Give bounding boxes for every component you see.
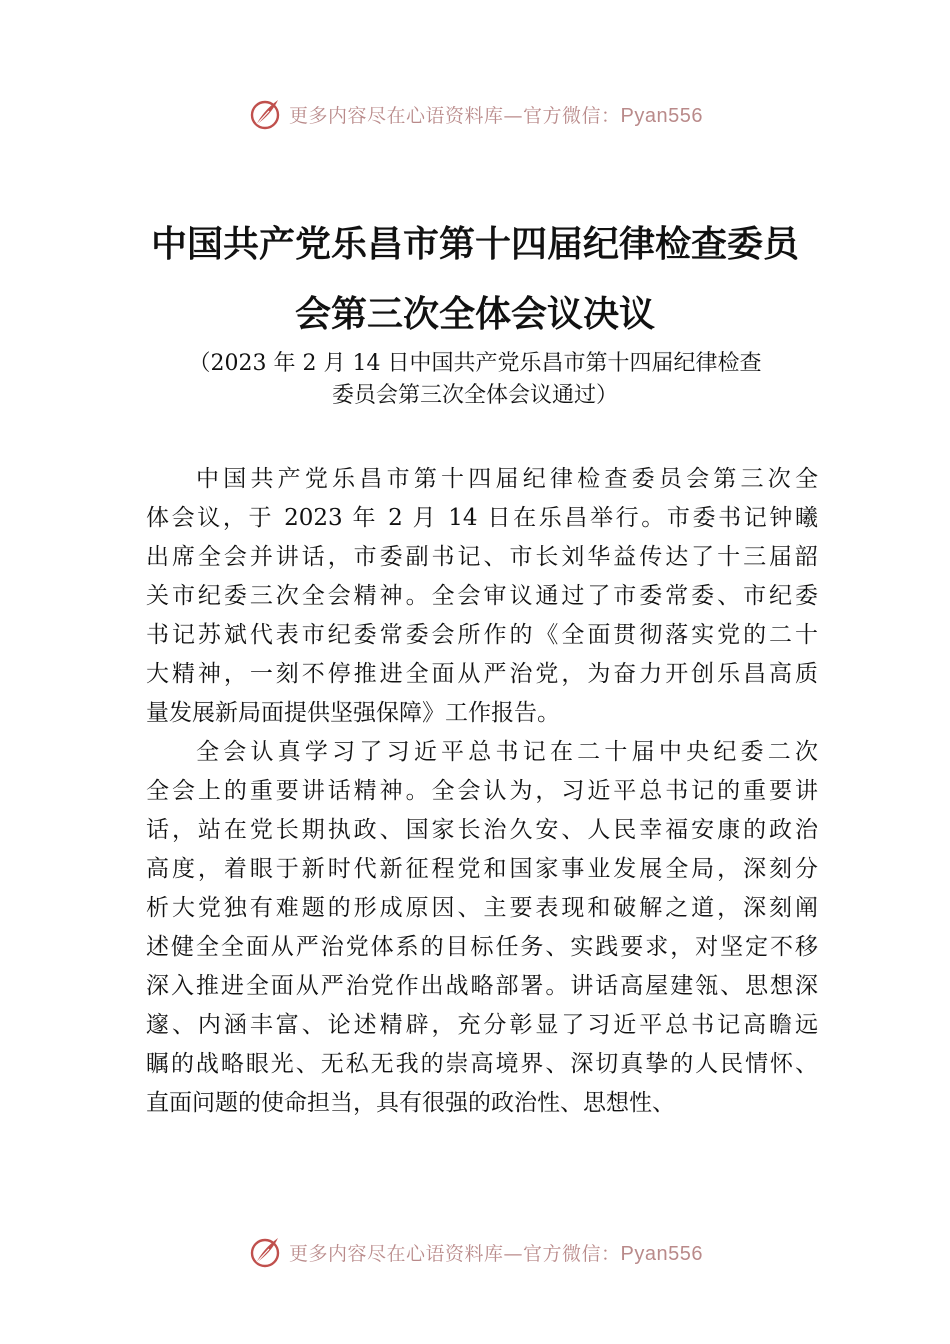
body-line: 析大党独有难题的形成原因、主要表现和破解之道，深刻阐	[146, 895, 818, 921]
document-title-line-2: 会第三次全体会议决议	[294, 293, 655, 335]
body-line: 全会上的重要讲话精神。全会认为，习近平总书记的重要讲	[146, 778, 818, 804]
body-line: 瞩的战略眼光、无私无我的崇高境界、深切真挚的人民情怀、	[146, 1051, 818, 1077]
watermark-text	[289, 1239, 703, 1266]
body-line: 全会认真学习了习近平总书记在二十届中央纪委二次	[196, 739, 818, 765]
body-line: 话，站在党长期执政、国家长治久安、人民幸福安康的政治	[146, 817, 818, 843]
body-line: 大精神，一刻不停推进全面从严治党，为奋力开创乐昌高质	[146, 661, 818, 687]
body-line: 邃、内涵丰富、论述精辟，充分彰显了习近平总书记高瞻远	[146, 1012, 818, 1038]
body-line: 体会议，于 2023 年 2 月 14 日在乐昌举行。市委书记钟曦	[146, 505, 818, 531]
body-line: 量发展新局面提供坚强保障》工作报告。	[146, 700, 560, 726]
watermark-label: 更多内容尽在心语资料库—官方微信：	[289, 1242, 621, 1265]
quill-pen-logo-icon	[247, 1234, 283, 1270]
document-subtitle-line-1: （2023 年 2 月 14 日中国共产党乐昌市第十四届纪律检查	[188, 351, 762, 376]
body-line: 关市纪委三次全会精神。全会审议通过了市委常委、市纪委	[146, 583, 818, 609]
wechat-id: Pyan556	[620, 1242, 703, 1265]
body-line: 述健全全面从严治党体系的目标任务、实践要求，对坚定不移	[146, 934, 818, 960]
quill-pen-logo-icon	[247, 96, 283, 132]
watermark-text	[289, 101, 703, 128]
body-line: 深入推进全面从严治党作出战略部署。讲话高屋建瓴、思想深	[146, 973, 818, 999]
watermark-label: 更多内容尽在心语资料库—官方微信：	[289, 104, 621, 127]
body-line: 中国共产党乐昌市第十四届纪律检查委员会第三次全	[196, 466, 818, 492]
footer-watermark-banner	[0, 1232, 950, 1272]
body-line: 高度，着眼于新时代新征程党和国家事业发展全局，深刻分	[146, 856, 818, 882]
body-line: 书记苏斌代表市纪委常委会所作的《全面贯彻落实党的二十	[146, 622, 818, 648]
document-subtitle-line-2: 委员会第三次全体会议通过）	[331, 383, 618, 408]
body-line: 直面问题的使命担当，具有很强的政治性、思想性、	[146, 1090, 675, 1116]
wechat-id: Pyan556	[620, 104, 703, 127]
header-watermark-banner	[0, 94, 950, 134]
body-line: 出席全会并讲话，市委副书记、市长刘华益传达了十三届韶	[146, 544, 818, 570]
document-title-line-1: 中国共产党乐昌市第十四届纪律检查委员	[150, 223, 799, 265]
